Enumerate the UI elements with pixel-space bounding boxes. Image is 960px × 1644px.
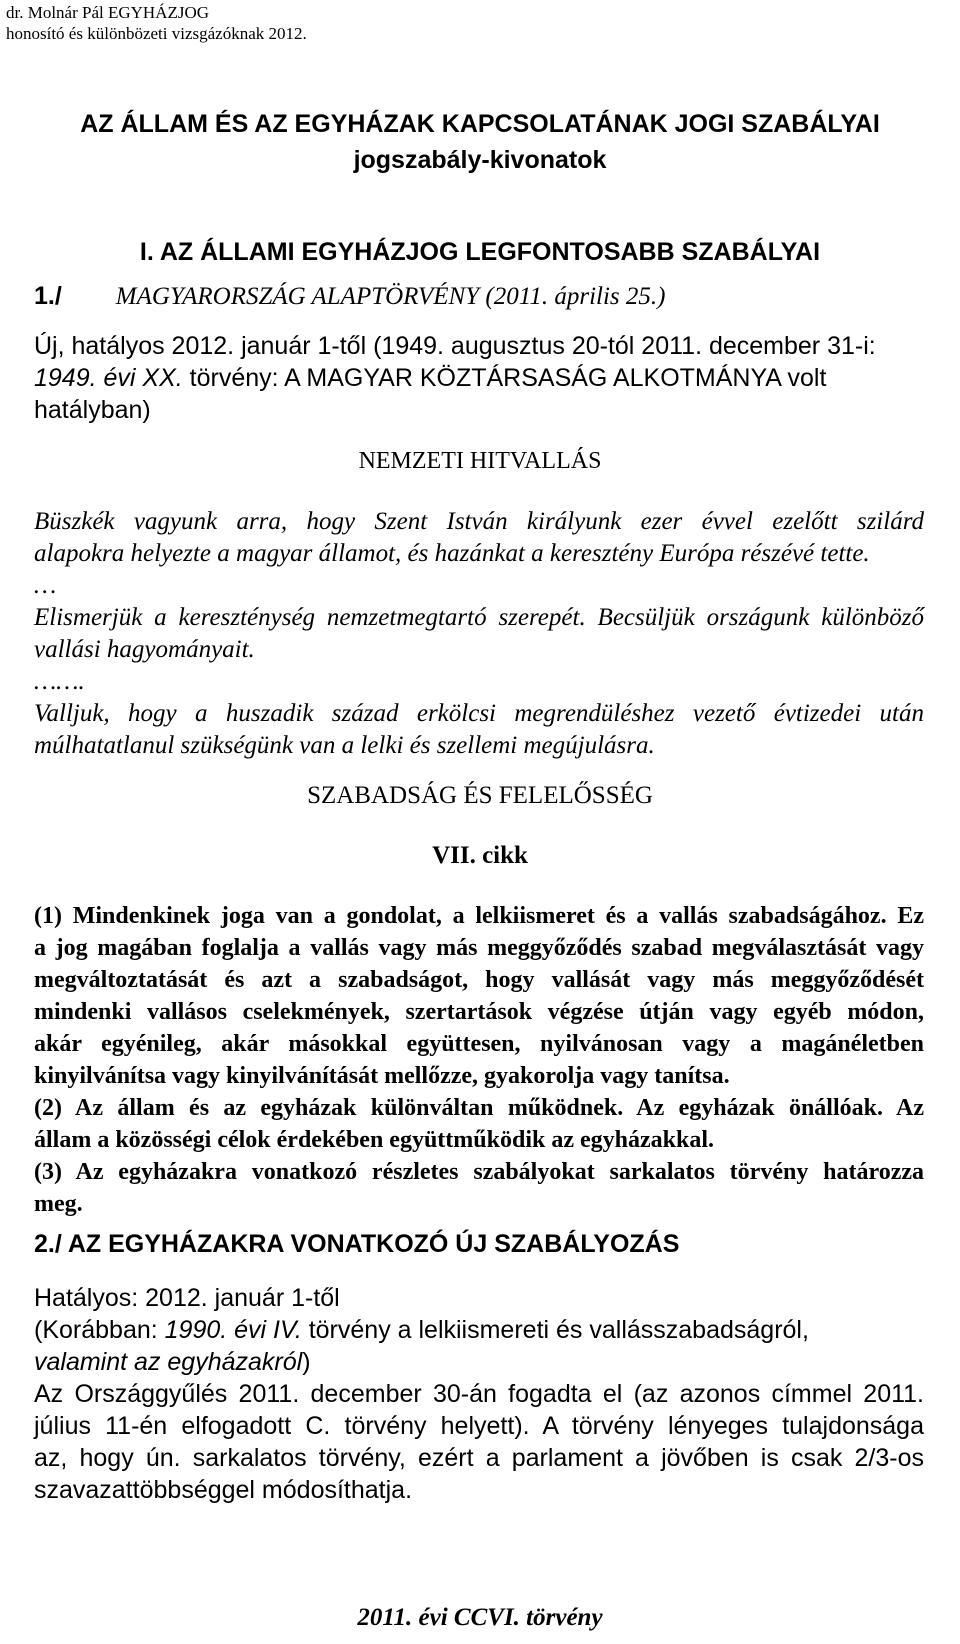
preamble-line: … [34, 572, 57, 599]
section-2-title: 2./ AZ EGYHÁZAKRA VONATKOZÓ ÚJ SZABÁLYOZÁS [34, 1230, 680, 1258]
section-2-text [34, 1282, 924, 1506]
s2-line: az, hogy ún. sarkalatos törvény, ezért a parlament a jövőben is csak 2/3-os [34, 1444, 924, 1472]
item-1-heading [34, 282, 665, 311]
article-line: megváltoztatását és azt a szabadságot, hogy vallását vagy más meggyőződését [34, 967, 924, 993]
preamble-line: alapokra helyezte a magyar államot, és hazánkat a keresztény Európa részévé tette. [34, 540, 870, 567]
s2-line: Hatályos: 2012. január 1-től [34, 1284, 340, 1312]
s2-prev-label: (Korábban: [34, 1316, 165, 1344]
item-1-number: 1./ [34, 282, 62, 310]
intro-paragraph [34, 330, 924, 426]
article-line: akár egyénileg, akár másokkal együttesen, nyilvánosan vagy a magánéletben [34, 1031, 924, 1057]
freedom-section-title: SZABADSÁG ÉS FELELŐSSÉG [307, 782, 653, 809]
article-line: a jog magában foglalja a vallás vagy más meggyőződés szabad megválasztását vagy [34, 935, 924, 961]
intro-line-3: hatályban) [34, 396, 151, 424]
article-line: kinyilvánítsa vagy kinyilvánítását mellőzze, gyakorolja vagy tanítsa. [34, 1063, 730, 1089]
s2-prev-law-name: törvény a lelkiismereti és vallásszabadságról, [301, 1316, 809, 1344]
page-header [6, 2, 307, 44]
law-title: 2011. évi CCVI. törvény [357, 1604, 603, 1631]
article-line: meg. [34, 1191, 83, 1217]
preamble-title [0, 448, 960, 475]
article-line: mindenki vallásos cselekmények, szertartások végzése útján vagy egyéb módon, [34, 999, 924, 1025]
article-line: (1) Mindenkinek joga van a gondolat, a lelkiismeret és a vallás szabadságához. Ez [34, 903, 924, 929]
s2-prev-law-cont: valamint az egyházakról [34, 1348, 303, 1376]
preamble-line: Büszkék vagyunk arra, hogy Szent István királyunk ezer évvel ezelőtt szilárd [34, 508, 924, 535]
intro-law-ref: 1949. évi XX. [34, 364, 183, 392]
s2-line: szavazattöbbséggel módosíthatja. [34, 1476, 413, 1504]
article-line: (3) Az egyházakra vonatkozó részletes szabályokat sarkalatos törvény határozza [34, 1159, 924, 1185]
section-1-title: I. AZ ÁLLAMI EGYHÁZJOG LEGFONTOSABB SZABÁLYAI [139, 238, 821, 266]
s2-line: Az Országgyűlés 2011. december 30-án fogadta el (az azonos címmel 2011. [34, 1380, 924, 1408]
article-text [34, 900, 924, 1220]
s2-paren: ) [302, 1348, 311, 1376]
intro-line-2 [34, 362, 924, 394]
intro-law-rest: törvény: A MAGYAR KÖZTÁRSASÁG ALKOTMÁNYA volt [182, 364, 827, 392]
intro-line-1: Új, hatályos 2012. január 1-től (1949. augusztus 20-tól 2011. december 31-i: [34, 332, 876, 360]
preamble-line: Elismerjük a kereszténység nemzetmegtartó szerepét. Becsüljük országunk különböző [34, 604, 924, 631]
preamble-text [34, 506, 924, 762]
preamble-title-text: NEMZETI HITVALLÁS [358, 448, 602, 474]
preamble-line: Valljuk, hogy a huszadik század erkölcsi megrendüléshez vezető évtizedei után [34, 700, 924, 727]
s2-line [34, 1346, 924, 1378]
header-subtitle: honosító és különbözeti vizsgázóknak 2012. [6, 24, 307, 43]
document-subtitle: jogszabály-kivonatok [353, 146, 607, 174]
preamble-line: vallási hagyományait. [34, 636, 255, 663]
item-1-title: MAGYARORSZÁG ALAPTÖRVÉNY (2011. április 25.) [115, 283, 666, 310]
s2-prev-law-ref: 1990. évi IV. [164, 1316, 302, 1344]
article-line: állam a közösségi célok érdekében együttműködik az egyházakkal. [34, 1127, 715, 1153]
document-title: AZ ÁLLAM ÉS AZ EGYHÁZAK KAPCSOLATÁNAK JOGI SZABÁLYAI [80, 110, 880, 138]
s2-line: július 11-én elfogadott C. törvény helyett). A törvény lényeges tulajdonsága [34, 1412, 924, 1440]
preamble-line: ……. [34, 668, 85, 695]
s2-line [34, 1314, 924, 1346]
preamble-line: múlhatatlanul szükségünk van a lelki és szellemi megújulásra. [34, 732, 655, 759]
article-heading: VII. cikk [432, 842, 528, 869]
article-line: (2) Az állam és az egyházak különváltan működnek. Az egyházak önállóak. Az [34, 1095, 924, 1121]
header-author: dr. Molnár Pál EGYHÁZJOG [6, 3, 210, 22]
